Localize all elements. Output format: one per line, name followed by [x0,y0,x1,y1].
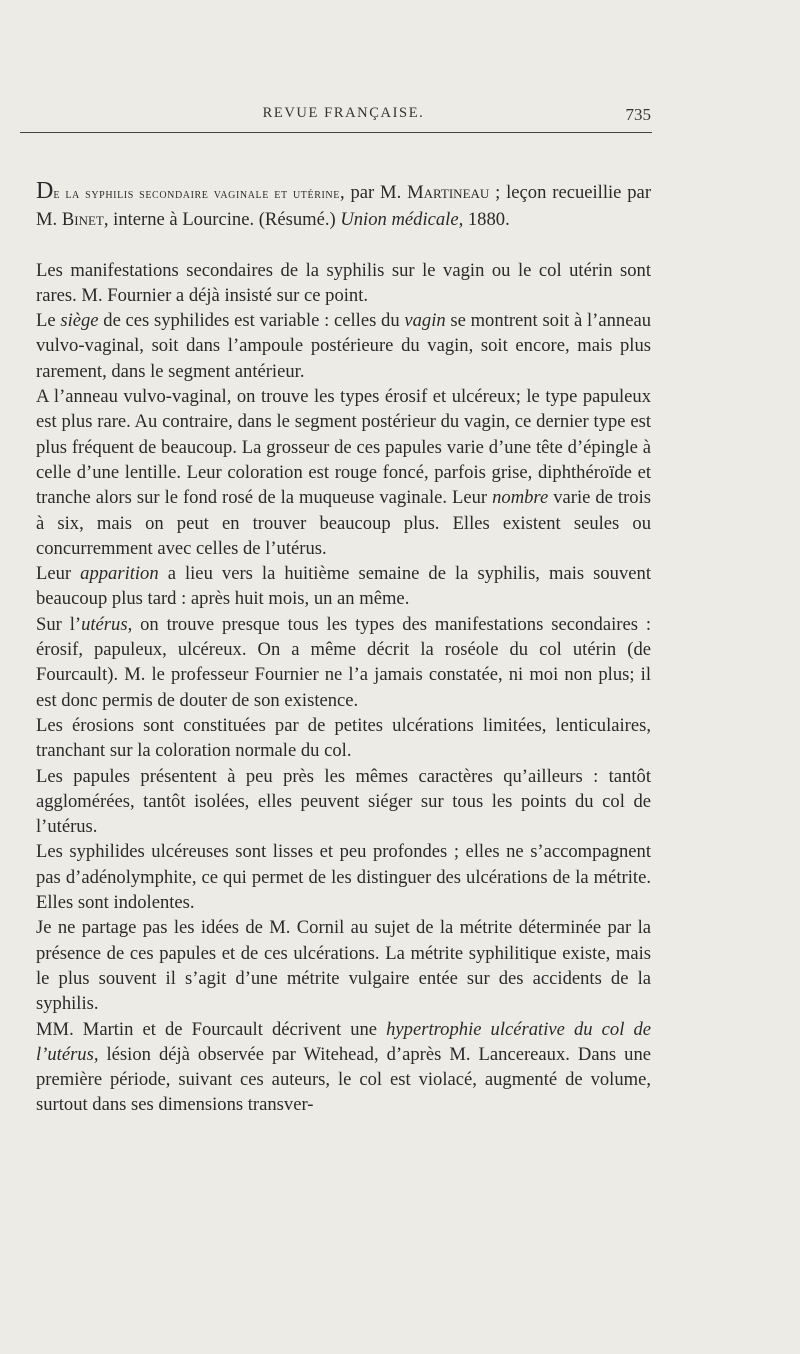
paragraph-6: Les érosions sont constituées par de petites ulcérations limitées, lenticulaires, tranchant sur la coloration normale du col. [36,714,651,762]
p2-text-c: de ces syphilides est variable : celles du [98,310,405,332]
p10-italic-hypertrophie: hypertrophie ulcérative du col de l’utérus, [36,1018,651,1065]
paragraph-8: Les syphilides ulcéreuses sont lisses et peu profondes ; elles ne s’accompagnent pas d’adénolymphite, ce qui permet de les distinguer des ulcérations de la métrite. Elles sont indolentes. [36,841,651,914]
author-name: Martineau [407,182,490,203]
publication-year: 1880. [463,209,510,231]
p5-text-a: Sur l’ [36,613,82,635]
paragraph-1: Les manifestations secondaires de la syphilis sur le vagin ou le col utérin sont rares. M. Fournier a déjà insisté sur ce point. [36,259,651,306]
title-mid: ; leçon recueillie par M. [36,182,652,231]
article-body [36,180,651,1118]
p5-italic-uterus: utérus [81,613,128,635]
page-number: 735 [625,105,651,124]
p4-text-c: a lieu vers la huitième semaine de la syphilis, mais souvent beaucoup plus tard : après huit mois, un an même. [36,563,651,610]
p2-text-e: se montrent soit à l’anneau vulvo-vaginal, soit dans l’ampoule postérieure du vagin, soit encore, mais plus rarement, dans le segment antérieur. [36,310,652,382]
p2-text-a: Le [36,310,61,332]
paragraph-10 [36,1017,651,1118]
header-rule [20,132,652,133]
title-by: , par M. [339,182,408,203]
p3-text-a: A l’anneau vulvo-vaginal, on trouve les types érosif et ulcéreux; le type papuleux est plus rare. Au contraire, dans le segment postérieur du vagin, ce dernier type est plus fréquent de beaucoup. La grosseur de ces papules varie d’une tête d’épingle à celle d’une lentille. Leur coloration est rouge foncé, parfois grise, diphthéroïde et tranche alors sur le fond rosé de la muqueuse vaginale. Leur [36,386,651,509]
journal-title: REVUE FRANÇAISE. [262,105,425,121]
title-caps: e la syphilis secondaire vaginale et utérine [53,187,340,202]
p2-italic-siege: siège [60,310,99,332]
paragraph-4 [36,561,651,612]
p2-italic-vagin: vagin [404,310,446,332]
journal-name: Union médicale, [340,209,464,231]
p5-text-c: , on trouve presque tous les types des manifestations secondaires : érosif, papuleux, ulcéreux. On a même décrit la roséole du col utérin (de Fourcault). M. le professeur Fournier ne l’a jamais constatée, ni moi non plus; il est donc permis de douter de son existence. [36,613,651,711]
running-head [36,105,651,127]
p4-text-a: Leur [36,563,81,585]
p3-text-c: varie de trois à six, mais on peut en trouver beaucoup plus. Elles existent seules ou concurremment avec celles de l’utérus. [36,487,651,559]
paragraph-7: Les papules présentent à peu près les mêmes caractères qu’ailleurs : tantôt agglomérées, tantôt isolées, elles peuvent siéger sur tous les points du col de l’utérus. [36,765,651,838]
p4-italic-apparition: apparition [80,563,159,585]
paragraph-9: Je ne partage pas les idées de M. Cornil au sujet de la métrite déterminée par la présence de ces papules et de ces ulcérations. La métrite syphilitique existe, mais le plus souvent il s’agit d’une métrite vulgaire entée sur des accidents de la syphilis. [36,917,651,1015]
paragraph-2 [36,308,651,384]
title-tail: , interne à Lourcine. (Résumé.) [103,209,341,231]
paragraph-5 [36,612,651,713]
recorder-name: Binet [61,209,104,231]
title-dropcap: D [36,178,54,204]
p10-text-c: lésion déjà observée par Witehead, d’après M. Lancereaux. Dans une première période, suivant ces auteurs, le col est violacé, augmenté de volume, surtout dans ses dimensions transver- [36,1043,651,1116]
p3-italic-nombre: nombre [492,487,549,509]
entry-title [36,180,651,233]
paragraph-3 [36,384,651,561]
p10-text-a: MM. Martin et de Fourcault décrivent une [36,1018,387,1040]
